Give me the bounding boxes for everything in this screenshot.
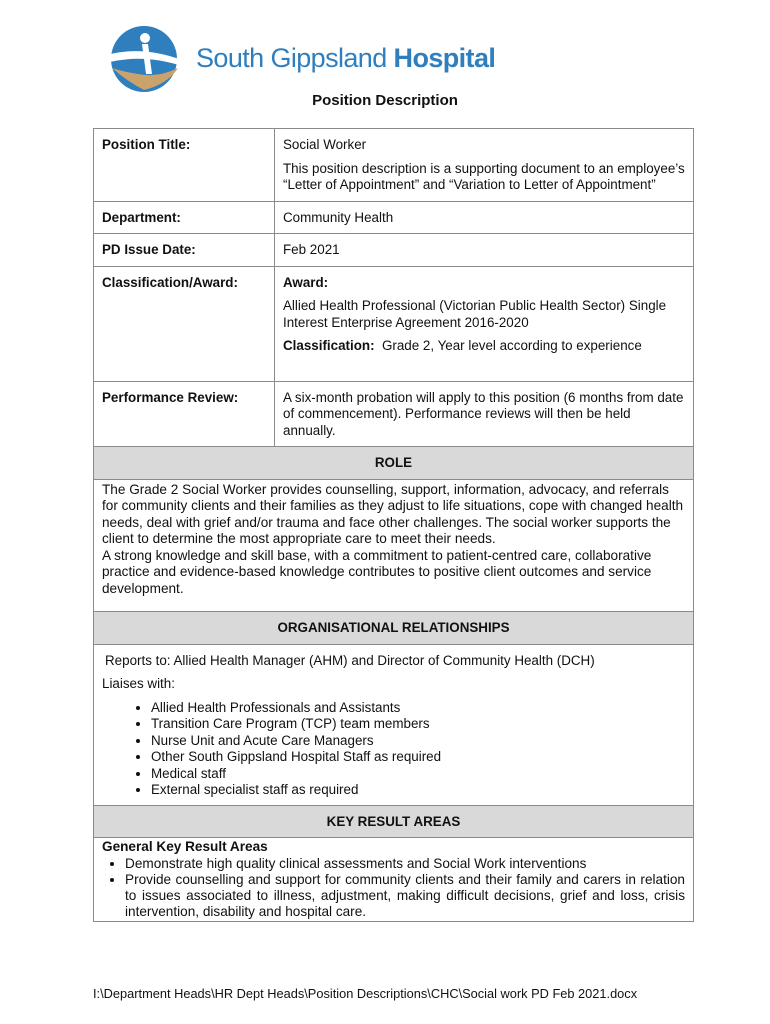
role-heading: ROLE bbox=[94, 447, 694, 480]
relationships-content bbox=[94, 644, 694, 805]
department-label: Department: bbox=[94, 201, 275, 234]
position-title-value: Social Worker bbox=[283, 137, 367, 152]
classification-label: Classification/Award: bbox=[94, 266, 275, 381]
list-item: • External specialist staff as required bbox=[151, 782, 685, 799]
position-title-row bbox=[94, 129, 694, 202]
list-item: • Allied Health Professionals and Assistants bbox=[151, 700, 685, 717]
role-paragraph-1: The Grade 2 Social Worker provides counselling, support, information, advocacy, and referrals for community clients and their families as they adjust to life situations, cope with changed health needs, deal with grief and/or trauma and face other challenges. The social worker supports the client to determine the most appropriate care to meet their needs. bbox=[102, 481, 684, 546]
classification-value: Grade 2, Year level according to experience bbox=[381, 338, 642, 353]
classification-row bbox=[94, 266, 694, 381]
reports-to: Reports to: Allied Health Manager (AHM) and Director of Community Health (DCH) bbox=[105, 652, 595, 668]
performance-review-value: A six-month probation will apply to this position (6 months from date of commencement). Performance reviews will then be held annually. bbox=[275, 381, 694, 447]
list-item: • Nurse Unit and Acute Care Managers bbox=[151, 733, 685, 750]
performance-review-label: Performance Review: bbox=[94, 381, 275, 447]
position-title-label: Position Title: bbox=[94, 129, 275, 202]
position-title-note: This position description is a supporting document to an employee’s “Letter of Appointment” and “Variation to Letter of Appointment” bbox=[283, 160, 685, 192]
list-item: • Transition Care Program (TCP) team members bbox=[151, 716, 685, 733]
role-description bbox=[94, 479, 694, 612]
list-item: • Other South Gippsland Hospital Staff as required bbox=[151, 749, 685, 766]
relationships-heading: ORGANISATIONAL RELATIONSHIPS bbox=[94, 612, 694, 645]
footer-file-path: I:\Department Heads\HR Dept Heads\Position Descriptions\CHC\Social work PD Feb 2021.docx bbox=[93, 986, 638, 1001]
position-title-cell bbox=[275, 129, 694, 202]
award-label: Award: bbox=[283, 274, 329, 290]
key-result-areas-content bbox=[94, 838, 694, 922]
list-item: • Provide counselling and support for community clients and their family and carers in relation to issues associated to illness, adjustment, making difficult decisions, grief and loss, crisis intervention, disability and hospital care. bbox=[125, 872, 685, 920]
key-result-areas-heading: KEY RESULT AREAS bbox=[94, 805, 694, 838]
page-title: Position Description bbox=[312, 92, 458, 109]
award-value: Allied Health Professional (Victorian Public Health Sector) Single Interest Enterprise Agreement 2016-2020 bbox=[283, 298, 667, 330]
performance-review-row bbox=[94, 381, 694, 447]
kra-subheading: General Key Result Areas bbox=[102, 839, 268, 854]
pd-issue-date-row bbox=[94, 234, 694, 267]
hospital-logo-icon bbox=[98, 24, 190, 94]
classification-sub-label: Classification: bbox=[283, 338, 375, 353]
pd-issue-date-value: Feb 2021 bbox=[275, 234, 694, 267]
role-paragraph-2: A strong knowledge and skill base, with a commitment to patient-centred care, collaborative practice and evidence-based knowledge contributes to positive client outcomes and service development. bbox=[102, 547, 652, 596]
hospital-name: South Gippsland Hospital bbox=[196, 43, 496, 73]
liaises-with-label: Liaises with: bbox=[102, 676, 175, 691]
position-description-table bbox=[93, 128, 694, 922]
classification-cell bbox=[275, 266, 694, 381]
pd-issue-date-label: PD Issue Date: bbox=[94, 234, 275, 267]
list-item: • Medical staff bbox=[151, 766, 685, 783]
list-item: • Demonstrate high quality clinical assessments and Social Work interventions bbox=[125, 856, 685, 872]
kra-list bbox=[102, 856, 685, 920]
liaises-with-list bbox=[102, 700, 685, 799]
department-value: Community Health bbox=[275, 201, 694, 234]
department-row bbox=[94, 201, 694, 234]
